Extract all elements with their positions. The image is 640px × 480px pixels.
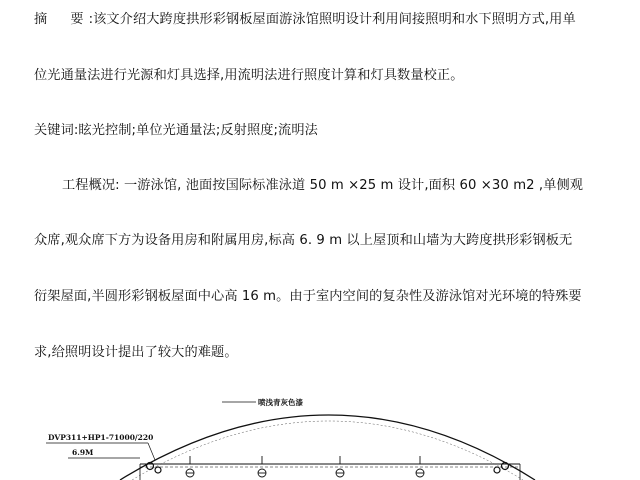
- fixture-3: [336, 456, 344, 477]
- fixture-leader-diagonal: [148, 443, 155, 460]
- roof-label: 喷浅青灰色漆: [258, 398, 303, 407]
- abstract-line-2: 位光通量法进行光源和灯具选择,用流明法进行照度计算和灯具数量校正。: [34, 68, 464, 83]
- overview-line-1: 工程概况: 一游泳馆, 池面按国际标准泳道 50 m ×25 m 设计,面积 60 ×30 m2 ,单侧观: [62, 178, 584, 193]
- overview-line-3: 衍架屋面,半圆形彩钢板屋面中心高 16 m。由于室内空间的复杂性及游泳馆对光环境的特殊要: [34, 289, 582, 304]
- keywords-line: 关键词:眩光控制;单位光通量法;反射照度;流明法: [34, 123, 318, 138]
- pool-fixtures: [186, 456, 424, 477]
- fixture-4: [416, 456, 424, 477]
- fixture-label: DVP311+HP1-71000/220: [48, 433, 154, 442]
- overview-line-2: 众席,观众席下方为设备用房和附属用房,标高 6. 9 m 以上屋顶和山墙为大跨度拱形彩钢板无: [34, 233, 573, 248]
- fixture-2: [258, 456, 266, 477]
- overview-line-4: 求,给照明设计提出了较大的难题。: [34, 345, 238, 360]
- fixture-1: [186, 456, 194, 477]
- abstract-text-1: :该文介绍大跨度拱形彩钢板屋面游泳馆照明设计利用间接照明和水下照明方式,用单: [88, 12, 576, 27]
- abstract-label: 摘 要: [34, 12, 89, 27]
- height-label: 6.9M: [72, 448, 94, 457]
- abstract-line-1: [34, 8, 576, 27]
- roof-arch: [120, 415, 535, 480]
- roof-arch-inner: [132, 421, 523, 480]
- section-drawing: [0, 380, 640, 480]
